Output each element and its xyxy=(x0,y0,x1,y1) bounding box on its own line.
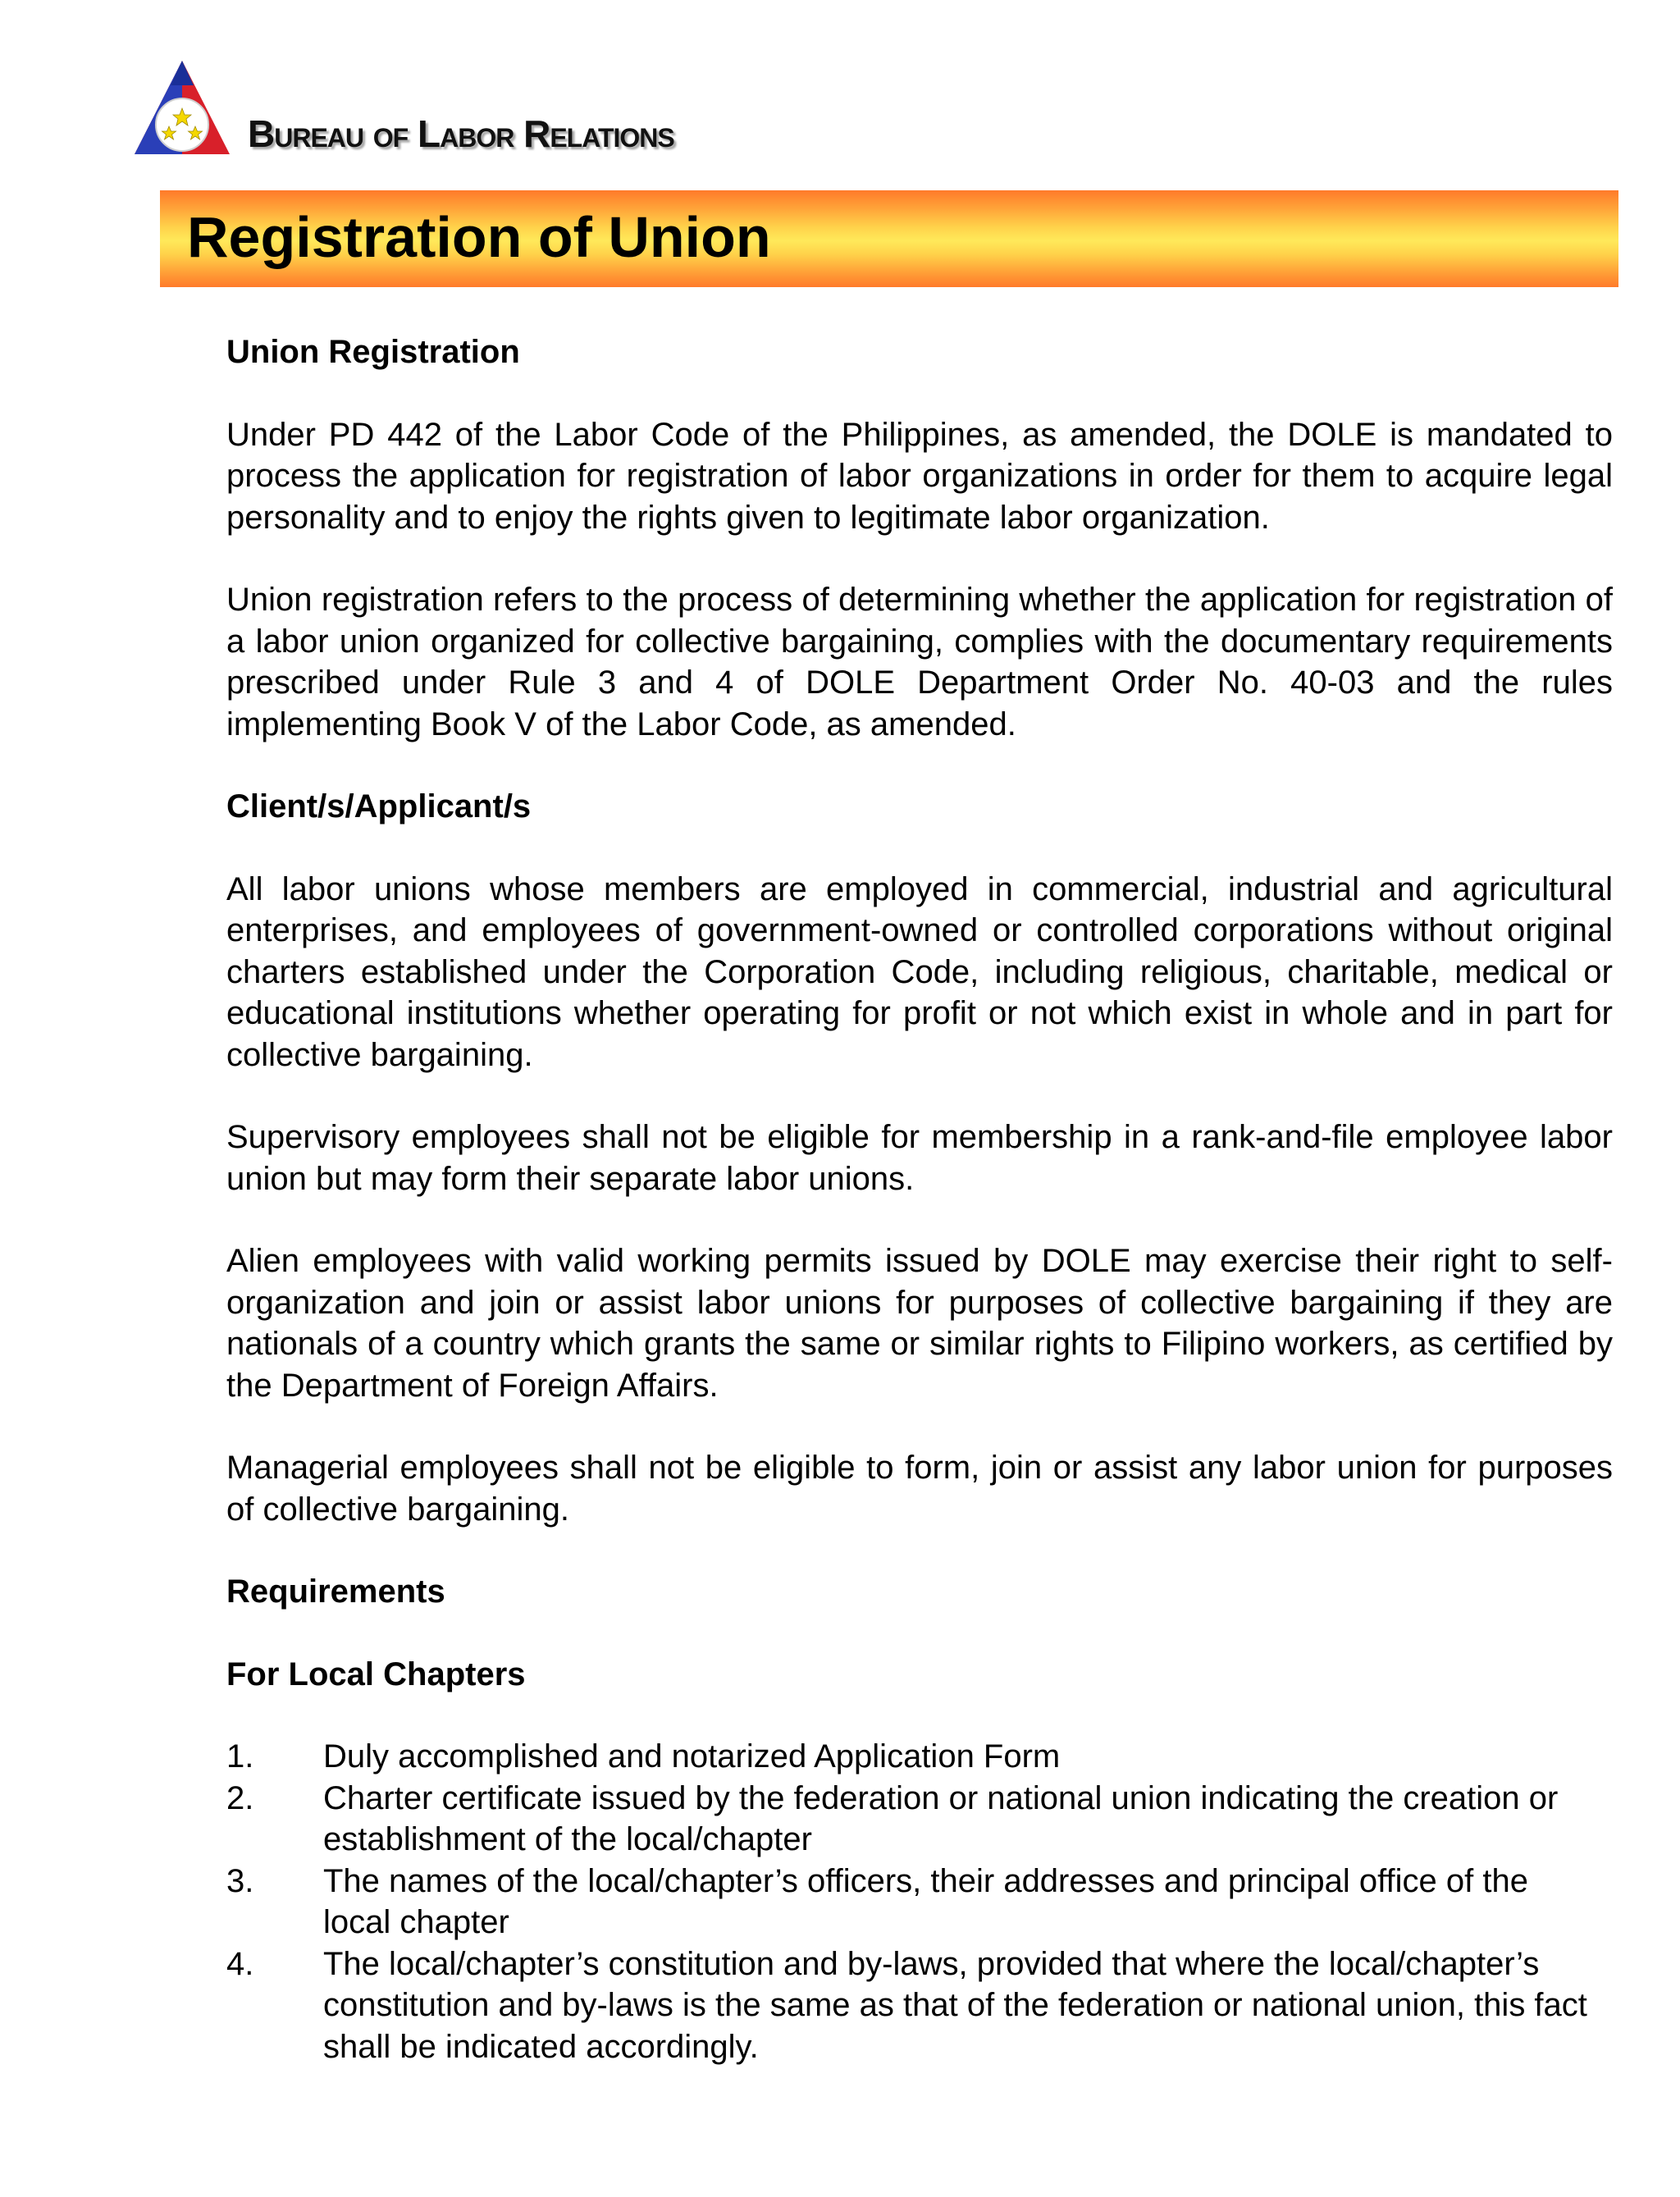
list-item-number: 4. xyxy=(226,1945,254,1982)
list-item-text: The local/chapter’s constitution and by-laws, provided that where the local/chapter’s constitution and by-laws is the same as that of the federation or national union, this fact shall be indicated accordingly. xyxy=(323,1945,1587,2065)
page-title: Registration of Union xyxy=(187,205,771,269)
title-band xyxy=(160,190,1618,287)
paragraph: Under PD 442 of the Labor Code of the Philippines, as amended, the DOLE is mandated to process the application for registration of labor organizations in order for them to acquire legal personality and to enjoy the rights given to legitimate labor organization. xyxy=(226,416,1613,536)
bureau-name: Bureau of Labor Relations xyxy=(248,112,674,155)
list-item-number: 1. xyxy=(226,1738,254,1774)
list-item xyxy=(226,1736,1613,1778)
subheading-local-chapters: For Local Chapters xyxy=(226,1656,526,1692)
document-header xyxy=(131,57,1608,164)
requirements-list xyxy=(226,1736,1613,2067)
list-item-number: 2. xyxy=(226,1779,254,1816)
list-item xyxy=(226,1778,1613,1861)
paragraph: Union registration refers to the process of determining whether the application for registration of a labor union organized for collective bargaining, complies with the documentary requirements prescribed under Rule 3 and 4 of DOLE Department Order No. 40-03 and the rules implementing Book V of the Labor Code, as amended. xyxy=(226,582,1613,742)
list-item-text: Duly accomplished and notarized Application Form xyxy=(323,1738,1061,1774)
paragraph: Alien employees with valid working permits issued by DOLE may exercise their right to self-organization and join or assist labor unions for purposes of collective bargaining if they are nationals of a country which grants the same or similar rights to Filipino workers, as certified by the Department of Foreign Affairs. xyxy=(226,1243,1613,1404)
document-body xyxy=(226,331,1613,2067)
dole-triangle-logo-icon xyxy=(131,57,233,159)
paragraph: Managerial employees shall not be eligible to form, join or assist any labor union for purposes of collective bargaining. xyxy=(226,1450,1613,1528)
section-heading-clients: Client/s/Applicant/s xyxy=(226,788,532,824)
paragraph: Supervisory employees shall not be eligible for membership in a rank-and-file employee labor union but may form their separate labor unions. xyxy=(226,1119,1613,1197)
list-item-text: The names of the local/chapter’s officers, their addresses and principal office of the local chapter xyxy=(323,1862,1528,1940)
list-item xyxy=(226,1944,1613,2068)
paragraph: All labor unions whose members are employed in commercial, industrial and agricultural enterprises, and employees of government-owned or controlled corporations without original charters established under the Corporation Code, including religious, charitable, medical or educational institutions whether operating for profit or not which exist in whole and in part for collective bargaining. xyxy=(226,870,1613,1073)
list-item xyxy=(226,1861,1613,1944)
list-item-text: Charter certificate issued by the federation or national union indicating the creation or establishment of the local/chapter xyxy=(323,1779,1559,1857)
section-heading-requirements: Requirements xyxy=(226,1574,445,1610)
list-item-number: 3. xyxy=(226,1862,254,1899)
section-heading-union-registration: Union Registration xyxy=(226,334,520,370)
